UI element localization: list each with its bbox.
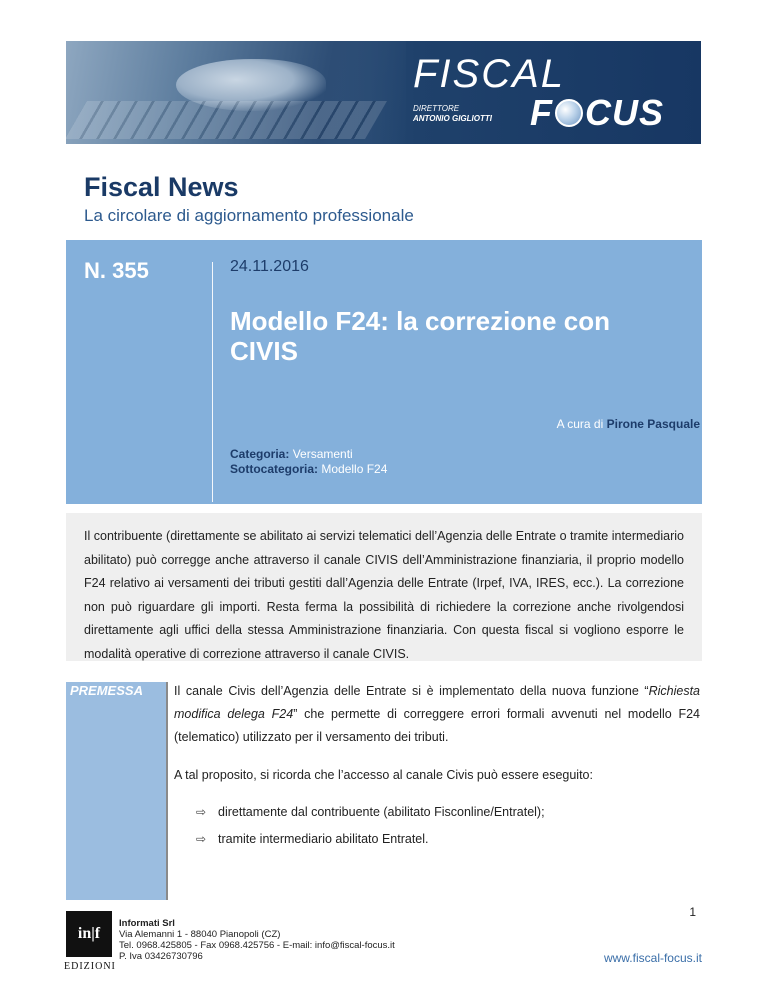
company-contacts: Tel. 0968.425805 - Fax 0968.425756 - E-mail: info@fiscal-focus.it: [119, 940, 395, 951]
publisher-edizioni: EDIZIONI: [64, 961, 116, 972]
page-subtitle: La circolare di aggiornamento professionale: [84, 206, 414, 225]
keyboard-image: [66, 101, 387, 139]
access-list: [196, 799, 545, 853]
website-link[interactable]: www.fiscal-focus.it: [603, 951, 702, 965]
brand-fiscal: FISCAL: [413, 52, 566, 96]
page-number: 1: [689, 905, 696, 919]
director-role: DIRETTORE: [413, 104, 460, 113]
issue-divider: [212, 262, 213, 502]
publisher-logo: in|f: [66, 911, 112, 957]
globe-icon: [555, 99, 583, 127]
subcategory-value: Modello F24: [321, 462, 388, 476]
author-name: Pirone Pasquale: [606, 417, 700, 431]
director-name: ANTONIO GIGLIOTTI: [413, 114, 492, 123]
section-label: PREMESSA: [70, 683, 143, 698]
brand-focus-left: F: [530, 92, 553, 133]
brand-focus-right: CUS: [585, 92, 665, 133]
page-title: Fiscal News: [84, 172, 239, 202]
category-label: Categoria:: [230, 447, 290, 461]
subcategory-label: Sottocategoria:: [230, 462, 319, 476]
issue-number: N. 355: [84, 258, 149, 283]
section-sidebar: [66, 682, 167, 900]
banner-photo: [66, 41, 406, 144]
paragraph-text: Il canale Civis dell’Agenzia delle Entrate si è implementato della nuova funzione “: [174, 684, 649, 698]
company-vat: P. Iva 03426730796: [119, 951, 203, 962]
section-sidebar-edge: [166, 682, 168, 900]
director-credit: [413, 104, 492, 124]
company-address: Via Alemanni 1 - 88040 Pianopoli (CZ): [119, 929, 281, 940]
list-item-text: tramite intermediario abilitato Entratel.: [218, 832, 429, 846]
article-title: Modello F24: la correzione con CIVIS: [230, 306, 610, 366]
author-prefix: A cura di: [556, 417, 604, 431]
company-name: Informati Srl: [119, 918, 175, 929]
author-credit: [557, 417, 700, 431]
list-item-text: direttamente dal contribuente (abilitato Fisconline/Entratel);: [218, 805, 545, 819]
list-item: [196, 799, 545, 826]
category-value: Versamenti: [292, 447, 353, 461]
list-item: [196, 826, 545, 853]
paragraph-text: ” che permette di correggere errori formali avvenuti nel modello F24 (telematico) utilizzato per il versamento dei tributi.: [174, 707, 701, 744]
publisher-info: [119, 918, 395, 962]
issue-date: 24.11.2016: [230, 258, 309, 275]
category-block: [230, 447, 387, 477]
section-paragraph-1: [174, 680, 700, 749]
arrow-right-icon: ⇨: [196, 805, 207, 819]
arrow-right-icon: ⇨: [196, 832, 207, 846]
brand-focus: [530, 92, 664, 134]
section-paragraph-2: A tal proposito, si ricorda che l’accesso al canale Civis può essere eseguito:: [174, 768, 593, 782]
summary-abstract: Il contribuente (direttamente se abilitato ai servizi telematici dell’Agenzia delle Entrate o tramite intermediario abilitato) può corregge anche attraverso il canale CIVIS dell’Amministrazione finanziaria, il proprio modello F24 relativo ai versamenti dei tributi gestiti dall’Agenzia delle Entrate (Irpef, IVA, IRES, ecc.). La correzione non può riguardare gli importi. Resta ferma la possibilità di richiedere la correzione anche rivolgendosi direttamente agli uffici della stessa Amministrazione finanziaria. Con questa fiscal si vogliono esporre le modalità operative di correzione attraverso il canale CIVIS.: [66, 513, 702, 661]
paragraph-italic-text: Richiesta modifica delega F24: [174, 684, 700, 721]
